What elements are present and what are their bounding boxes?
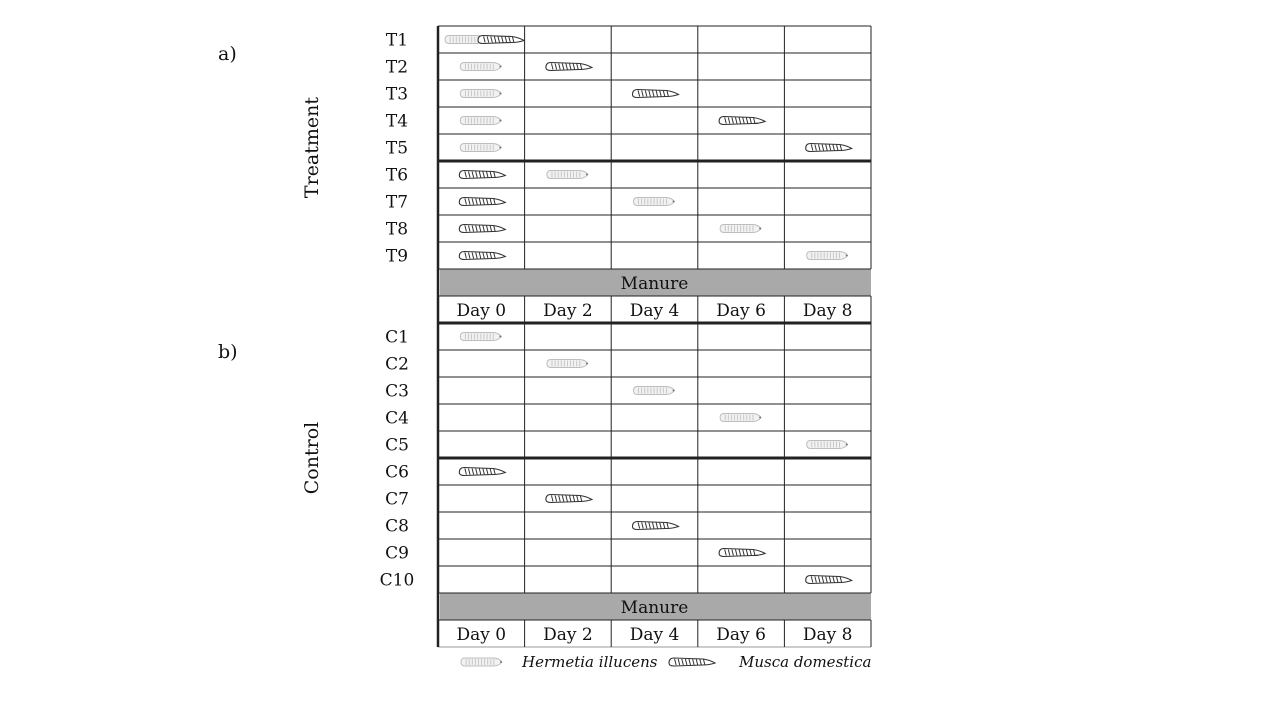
musca-larva-icon <box>546 495 592 503</box>
hermetia-larva-icon <box>460 63 501 71</box>
musca-larva-icon <box>459 171 505 179</box>
musca-larva-icon <box>806 144 852 152</box>
day-label: Day 8 <box>802 625 853 645</box>
musca-larva-icon <box>459 252 505 260</box>
musca-larva-icon <box>719 117 765 125</box>
hermetia-larva-icon <box>720 414 761 422</box>
panel-letter: b) <box>218 341 238 363</box>
musca-larva-icon <box>806 576 852 584</box>
legend-musca-label: Musca domestica <box>739 653 872 671</box>
hermetia-larva-icon <box>547 171 588 179</box>
day-label: Day 8 <box>802 301 853 321</box>
row-label: T5 <box>385 138 409 159</box>
row-label: T3 <box>385 84 409 105</box>
row-label: C5 <box>385 435 409 456</box>
musca-larva-icon <box>459 198 505 206</box>
day-label: Day 4 <box>629 625 680 645</box>
row-label: T1 <box>385 30 409 51</box>
manure-label: Manure <box>620 274 689 294</box>
musca-larva-icon <box>459 468 505 476</box>
row-label: C3 <box>385 381 409 402</box>
row-label: T7 <box>385 192 409 213</box>
row-label: T8 <box>385 219 409 240</box>
musca-larva-icon <box>633 90 679 98</box>
musca-larva-icon <box>546 63 592 71</box>
hermetia-larva-icon <box>807 252 848 260</box>
musca-larva-icon <box>459 225 505 233</box>
row-label: T6 <box>385 165 409 186</box>
day-label: Day 2 <box>543 301 593 321</box>
hermetia-larva-icon <box>460 144 501 152</box>
panel-letter: a) <box>218 43 237 65</box>
manure-label: Manure <box>620 598 689 618</box>
hermetia-larva-icon <box>460 333 501 341</box>
hermetia-larva-icon <box>720 225 761 233</box>
hermetia-larva-icon <box>460 117 501 125</box>
day-label: Day 6 <box>716 301 766 321</box>
hermetia-larva-icon <box>634 387 675 395</box>
row-label: C6 <box>385 462 409 483</box>
day-label: Day 0 <box>456 301 507 321</box>
hermetia-larva-icon <box>547 360 588 368</box>
group-label: Treatment <box>301 96 323 199</box>
row-label: T4 <box>385 111 409 132</box>
legend-hermetia-label: Hermetia illucens <box>522 653 658 671</box>
legend <box>461 653 871 671</box>
hermetia-larva-icon <box>460 90 501 98</box>
legend-musca-icon <box>669 658 715 666</box>
panel-control <box>218 323 871 647</box>
row-label: C7 <box>385 489 409 510</box>
row-label: C2 <box>385 354 409 375</box>
row-label: T2 <box>385 57 409 78</box>
musca-larva-icon <box>478 36 524 44</box>
day-label: Day 6 <box>716 625 766 645</box>
row-label: C4 <box>385 408 409 429</box>
day-label: Day 2 <box>543 625 593 645</box>
row-label: T9 <box>385 246 409 267</box>
musca-larva-icon <box>719 549 765 557</box>
hermetia-larva-icon <box>634 198 675 206</box>
hermetia-larva-icon <box>807 441 848 449</box>
row-label: C8 <box>385 516 409 537</box>
day-label: Day 0 <box>456 625 507 645</box>
legend-hermetia-icon <box>461 658 502 666</box>
day-label: Day 4 <box>629 301 680 321</box>
row-label: C10 <box>379 570 415 591</box>
panel-treatment <box>218 26 871 323</box>
row-label: C1 <box>385 327 409 348</box>
group-label: Control <box>301 421 323 495</box>
row-label: C9 <box>385 543 409 564</box>
musca-larva-icon <box>633 522 679 530</box>
